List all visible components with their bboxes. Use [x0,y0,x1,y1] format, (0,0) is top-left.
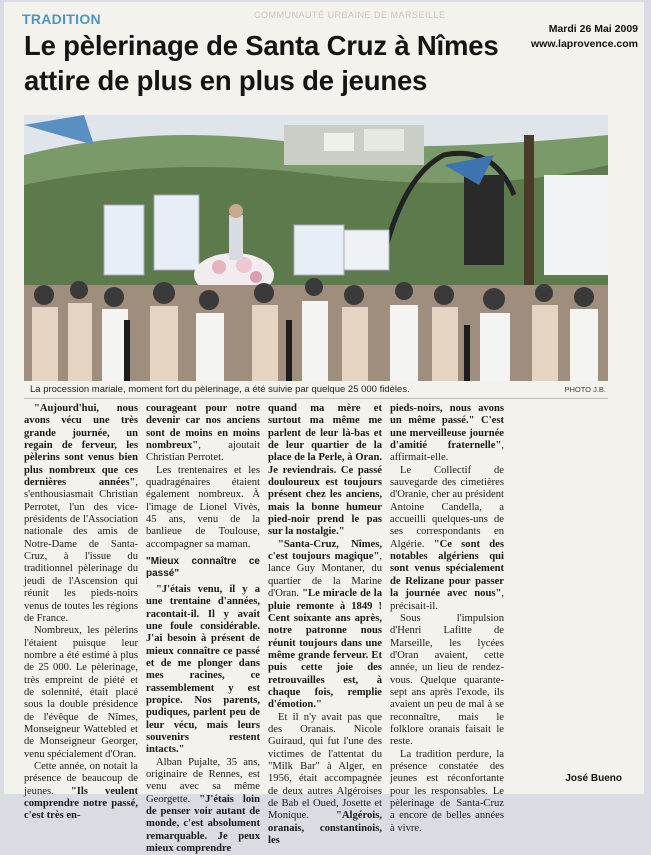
quote: "Ils veulent comprendre notre passé, c'est très en- [24,785,138,822]
caption-rule [24,398,608,399]
paragraph [390,465,504,613]
photo-illustration [24,115,608,381]
paragraph: La tradition perdure, la présence constatée des jeunes est réconfortante pour les responsables. Le pèlerinage de Santa-Cruz a encore de belles années à vivre. [390,748,504,834]
headline: Le pèlerinage de Santa Cruz à Nîmes attire de plus en plus de jeunes [24,30,499,96]
paragraph: Sous l'impulsion d'Henri Lafitte de Marseille, les lycées d'Oran avaient, cette année, un lieu de rendez-vous. Quelque quarante-sept ans après l'exode, ils avaient un peu de mal à se reconnaître, mais le folklore oranais faisait le reste. [390,612,504,748]
quote: "Ce sont des notables algériens qui sont venus spécialement de Relizane pour passer la journée avec nous" [390,538,504,600]
paragraph: "J'étais venu, il y a une trentaine d'années, racontait-il. Il y avait une foule considérable. J'ai besoin à présent de mieux connaître ce passé et de me plonger dans mes racines, ce rassemblement y est propice. Nos parents, pudiques, parlent peu de leur vécu, mais leurs souvenirs restent intacts." [146,583,260,756]
column-4 [390,403,504,835]
paragraph [146,757,260,855]
paragraph [24,761,138,823]
author-signature: José Bueno [565,773,622,784]
website: www.laprovence.com [531,38,638,50]
column-1 [24,403,138,823]
quote: pieds-noirs, nous avons un même passé." [390,403,504,427]
quote: "Le miracle de la pluie remonte à 1849 ! Cent soixante ans après, notre patronne nous réunit toujours dans une même grande ferveur. Et puis cette joie des retrouvailles est, à chaque fois, remplie d'émotion." [268,588,382,711]
text: Le Collectif de sauvegarde des cimetières d'Oranie, cher au président Antoine Candella, a accueilli quelques-uns de ses correspondants en Algérie. [390,464,504,550]
paragraph: Nombreux, les pèlerins l'étaient puisque leur nombre a été estimé à plus de 25 000. Le pèlerinage, très empreint de piété et de solennité, était placé sous la double présidence de l'évêque de Nîmes, Monseigneur Wattebled et de Monseigneur Georger, venu spécialement d'Oran. [24,625,138,760]
newspaper-page [4,2,644,855]
publication-date: Mardi 26 Mai 2009 [548,23,638,35]
text: , affirmait-elle. [390,440,504,464]
quote: "J'étais loin de penser voir autant de monde, c'est absolument remarquable. Je peux mieux comprendre [146,793,260,855]
text: , s'enthousiasmait Christian Perrotet, l'un des vice-présidents de l'Association nationale des amis de Notre-Dame de Santa-Cruz, à l'issue du traditionnel pèlerinage du jeudi de l'Ascension qui réunit les pieds-noirs venus de toutes les régions de France. [24,477,138,624]
quote: "Aujourd'hui, nous avons vécu une très grande journée, un regain de ferveur, les pèlerins sont venus bien plus nombreux que ces dernières années" [24,403,138,489]
section-rubric: TRADITION [22,11,101,27]
quote: "Algérois, oranais, constantinois, les [268,810,382,847]
text: Cette année, on notait la présence de beaucoup de jeunes. [24,760,138,797]
text: , ajoutait Christian Perrotet. [146,440,260,464]
paragraph [390,403,504,465]
paragraph: Les trentenaires et les quadragénaires étaient également nombreux. À l'image de Lionel Vivès, 45 ans, venu de la banlieue de Toulouse, accompagner sa maman. [146,464,260,550]
caption-text: La procession mariale, moment fort du pèlerinage, a été suivie par quelque 25 000 fidèles. [30,384,410,395]
text: , lance Guy Montaner, du quartier de la Marine d'Oran. [268,551,382,600]
text: Alban Pujalte, 35 ans, originaire de Rennes, est venu avec sa même Georgette. [146,756,260,805]
column-3 [268,403,382,847]
quote: C'est une merveilleuse journée d'amitié fraternelle" [390,415,504,452]
dateline [520,22,638,52]
paragraph: quand ma mère et surtout ma même me parlent de leur là-bas et de leur quartier de la place de la Perle, à Oran. Je reviendrais. Ce passé douloureux est toujours présent chez les anciens, mais la bonne humeur pied-noir prend le pas sur la nostalgie." [268,403,382,538]
quote: "Santa-Cruz, Nîmes, c'est toujours magique" [268,538,382,563]
procession-photo [24,115,608,381]
paragraph [268,712,382,848]
paragraph [146,403,260,465]
paragraph [24,403,138,625]
column-2 [146,403,260,855]
quote: courageant pour notre devenir car nos anciens sont de moins en moins nombreux" [146,403,260,452]
text: Et il n'y avait pas que des Oranais. Nicole Guiraud, qui fut l'une des victimes de l'attentat du "Milk Bar" à Alger, en 1956, était accompagnée de deux autres Algéroises de Bab el Oued, Josette et Monique. [268,711,382,822]
paragraph [268,539,382,712]
article-body [24,403,628,855]
text: , précisait-il. [390,588,504,612]
photo-caption [24,383,608,397]
bleed-through-header: COMMUNAUTÉ URBAINE DE MARSEILLE [254,10,446,20]
photo-credit: PHOTO J.B. [564,385,606,394]
subheading: "Mieux connaître ce passé" [146,556,260,580]
